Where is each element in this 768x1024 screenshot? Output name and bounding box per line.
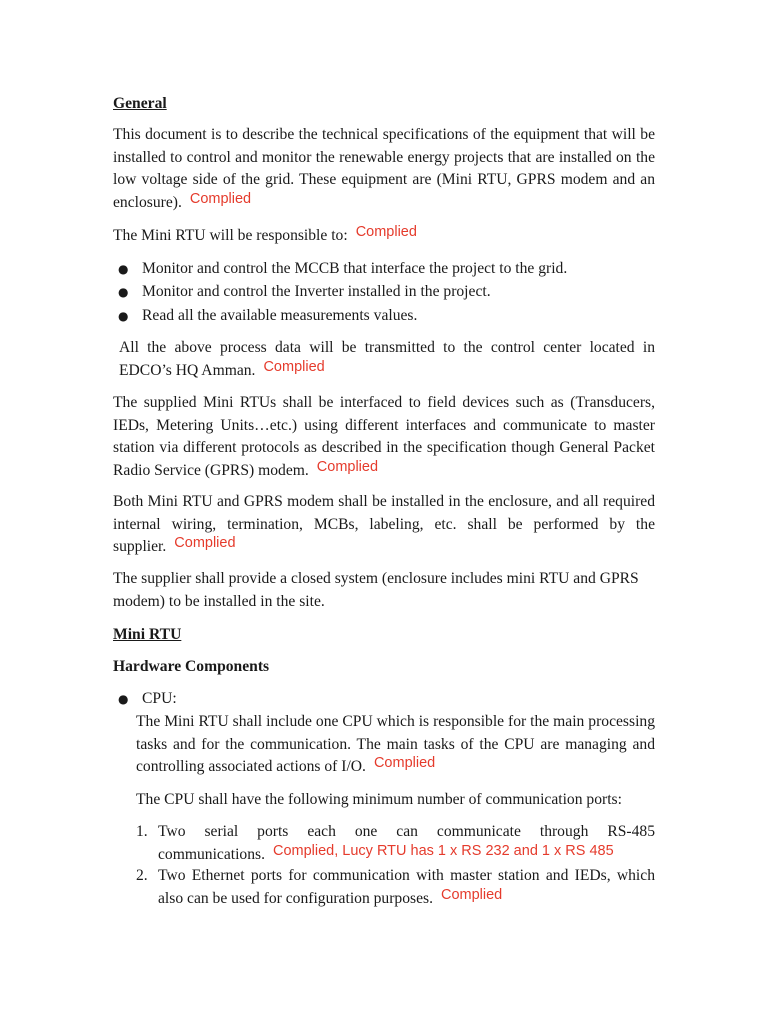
general-heading: General (113, 95, 167, 112)
enclosure-paragraph (113, 491, 655, 559)
mini-rtu-heading: Mini RTU (113, 626, 182, 643)
list-item-text (158, 821, 655, 866)
compliance-note: Complied (440, 886, 503, 903)
compliance-note: Complied (316, 458, 379, 475)
intro-text: This document is to describe the technical specifications of the equipment that will be installed to control and monitor the renewable energy projects that are installed on the low voltage side of the grid. These equipment are (Mini RTU, GPRS modem and an enclosure). (113, 126, 655, 211)
compliance-note: Complied (189, 190, 252, 207)
port-text: Two serial ports each one can communicate through RS-485 communications. (158, 823, 655, 863)
list-item-text (158, 865, 655, 910)
bullet-icon: ● (118, 285, 129, 299)
process-data-paragraph (119, 337, 655, 382)
bullet-icon: ● (118, 262, 129, 276)
cpu-paragraph (136, 711, 655, 779)
hardware-components-heading: Hardware Components (113, 658, 270, 675)
list-item-text: Monitor and control the MCCB that interface the project to the grid. (142, 260, 568, 277)
bullet-icon: ● (118, 692, 129, 706)
bullet-icon: ● (118, 309, 129, 323)
cpu-label: CPU: (142, 690, 177, 707)
interfaces-text: The supplied Mini RTUs shall be interfaced to field devices such as (Transducers, IEDs, Metering Units…etc.) using different interfaces and communicate to master station via different protocols as described in the specification though General Packet Radio Service (GPRS) modem. (113, 394, 655, 479)
process-data-text: All the above process data will be transmitted to the control center located in EDCO’s HQ Amman. (119, 339, 655, 379)
cpu-text: The Mini RTU shall include one CPU which is responsible for the main processing tasks and for the communication. The main tasks of the CPU are managing and controlling associated actions of I/O. (136, 713, 655, 775)
list-item-text: Monitor and control the Inverter installed in the project. (142, 283, 491, 300)
ports-intro: The CPU shall have the following minimum number of communication ports: (136, 791, 622, 808)
responsibility-text: The Mini RTU will be responsible to: (113, 227, 348, 244)
interfaces-paragraph (113, 392, 655, 482)
compliance-note: Complied (373, 755, 436, 771)
compliance-note: Complied (355, 224, 417, 240)
list-item-text: Read all the available measurements values. (142, 307, 418, 324)
list-number: 2. (136, 867, 148, 884)
compliance-note: Complied (174, 535, 236, 551)
enclosure-text: Both Mini RTU and GPRS modem shall be installed in the enclosure, and all required internal wiring, termination, MCBs, labeling, etc. shall be performed by the supplier. (113, 493, 655, 555)
compliance-note: Complied (263, 358, 325, 375)
list-number: 1. (136, 823, 148, 840)
responsibility-paragraph (113, 225, 655, 248)
compliance-note: Complied, Lucy RTU has 1 x RS 232 and 1 x RS 485 (272, 842, 614, 859)
closed-system-paragraph: The supplier shall provide a closed system (enclosure includes mini RTU and GPRS modem) to be installed in the site. (113, 570, 639, 610)
intro-paragraph (113, 124, 655, 214)
port-text: Two Ethernet ports for communication with master station and IEDs, which also can be used for configuration purposes. (158, 867, 655, 907)
